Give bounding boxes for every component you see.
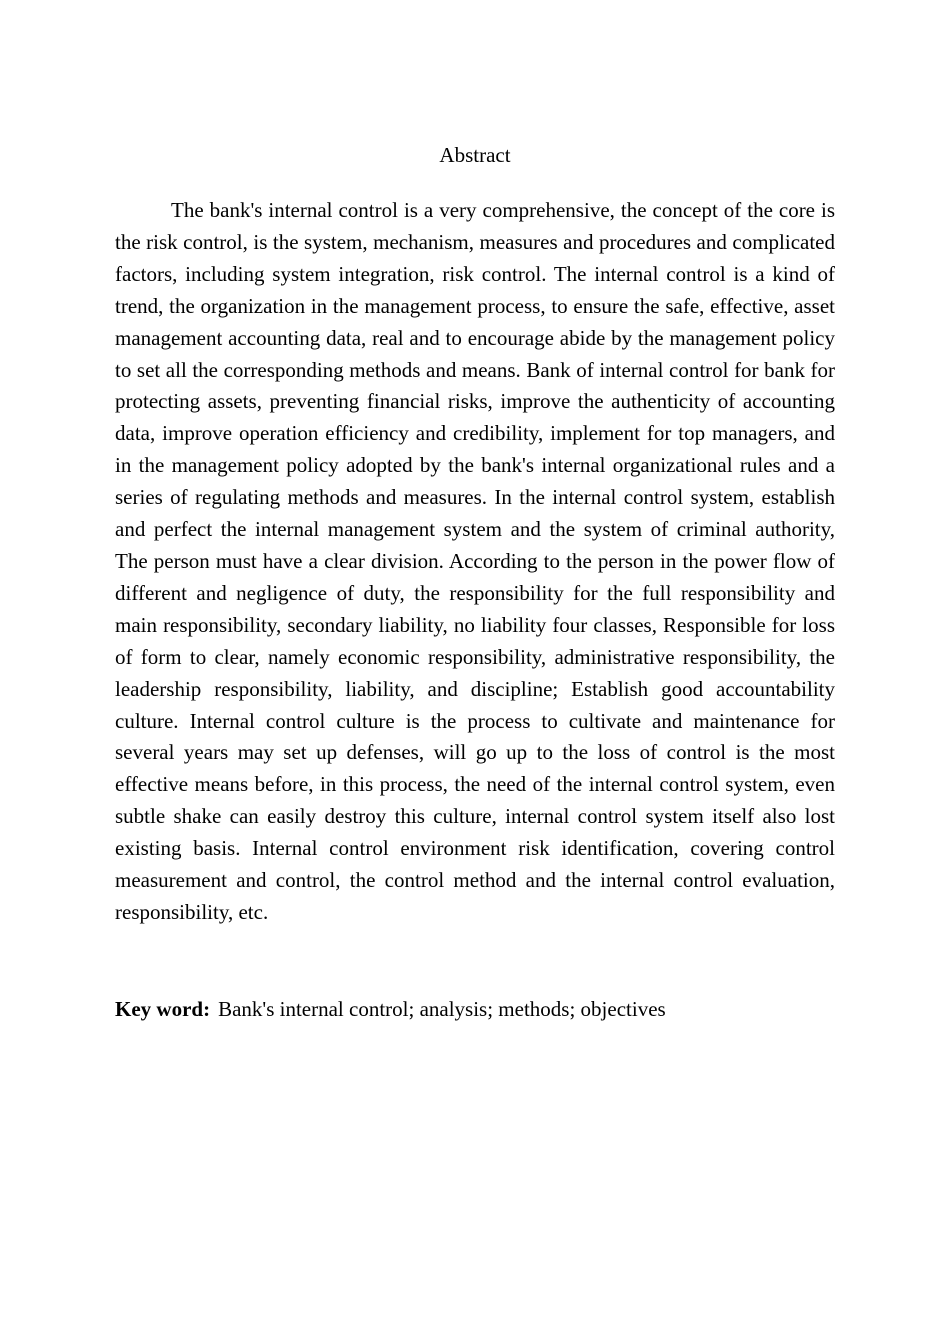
abstract-body-paragraph: The bank's internal control is a very comprehensive, the concept of the core is the risk control, is the system, mechanism, measures and procedures and complicated factors, including system integration, risk control. The internal control is a kind of trend, the organization in the management process, to ensure the safe, effective, asset management accounting data, real and to encourage abide by the management policy to set all the corresponding methods and means. Bank of internal control for bank for protecting assets, preventing financial risks, improve the authenticity of accounting data, improve operation efficiency and credibility, implement for top managers, and in the management policy adopted by the bank's internal organizational rules and a series of regulating methods and measures. In the internal control system, establish and perfect the internal management system and the system of criminal authority, The person must have a clear division. According to the person in the power flow of different and negligence of duty, the responsibility for the full responsibility and main responsibility, secondary liability, no liability four classes, Responsible for loss of form to clear, namely economic responsibility, administrative responsibility, the leadership responsibility, liability, and discipline; Establish good accountability culture. Internal control culture is the process to cultivate and maintenance for several years may set up defenses, will go up to the loss of control is the most effective means before, in this process, the need of the internal control system, even subtle shake can easily destroy this culture, internal control system itself also lost existing basis. Internal control environment risk identification, covering control measurement and control, the control method and the internal control evaluation, responsibility, etc. [115,198,835,924]
keywords-line [115,993,835,1025]
abstract-title: Abstract [439,143,511,167]
keywords-text: Bank's internal control; analysis; methods; objectives [218,997,666,1021]
keywords-label: Key word: [115,997,211,1021]
